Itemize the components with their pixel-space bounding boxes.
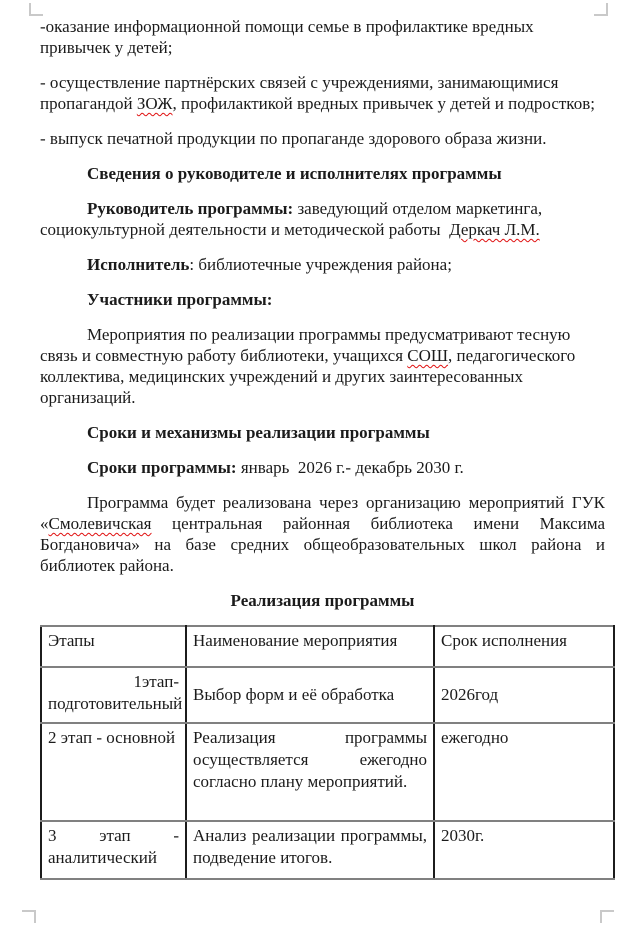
text-line xyxy=(40,128,605,149)
text-run: -оказание информационной помощи семье в профилактике вредных xyxy=(40,17,534,36)
text-run: библиотек района. xyxy=(40,556,174,575)
text-line xyxy=(40,37,605,58)
text-line xyxy=(193,825,427,847)
text-line xyxy=(40,254,605,275)
text-run: « xyxy=(40,514,49,533)
text-run: осуществляется ежегодно xyxy=(193,750,427,769)
text-line xyxy=(40,219,605,240)
text-boundary-mark-top-left xyxy=(29,3,43,16)
table-cell[interactable] xyxy=(434,723,614,821)
text-run: 2 этап - основной xyxy=(48,728,176,747)
text-line xyxy=(40,72,605,93)
text-run: согласно плану мероприятий. xyxy=(193,772,408,791)
text-line xyxy=(40,324,605,345)
text-run: Сведения о руководителе и исполнителях программы xyxy=(87,164,502,183)
text-line xyxy=(193,630,427,652)
table-header-cell[interactable] xyxy=(434,626,614,667)
text-run: Наименование мероприятия xyxy=(193,631,398,650)
table-cell[interactable] xyxy=(41,821,186,879)
table-header-cell[interactable] xyxy=(41,626,186,667)
text-line xyxy=(441,825,607,847)
table-cell[interactable] xyxy=(41,667,186,723)
text-line xyxy=(40,590,605,611)
text-run: Программа будет реализована через организацию мероприятий ГУК xyxy=(87,493,605,512)
text-run: Руководитель программы: xyxy=(87,199,294,218)
paragraph-info-help[interactable] xyxy=(40,16,605,58)
spellcheck-flagged-text: Деркач Л.М. xyxy=(449,220,540,239)
text-run: связь и совместную работу библиотеки, учащихся xyxy=(40,346,408,365)
text-line xyxy=(40,555,605,576)
table-body xyxy=(41,626,614,879)
text-run: 1этап- xyxy=(133,672,179,691)
text-run: коллектива, медицинских учреждений и других заинтересованных xyxy=(40,367,523,386)
heading-leader-info[interactable] xyxy=(40,163,605,184)
text-line xyxy=(40,422,605,443)
text-run: Участники программы: xyxy=(87,290,273,309)
text-line xyxy=(193,771,427,793)
text-run: привычек у детей; xyxy=(40,38,173,57)
text-line xyxy=(441,630,607,652)
text-run: 2026год xyxy=(441,685,499,704)
text-line xyxy=(40,366,605,387)
text-run: Реализация программы xyxy=(193,728,427,747)
text-run: центральная районная библиотека имени Максима xyxy=(151,514,605,533)
text-run: заведующий отделом маркетинга, xyxy=(293,199,543,218)
table-row xyxy=(41,821,614,879)
text-run: Анализ реализации программы, xyxy=(193,826,427,845)
text-run: подготовительный xyxy=(48,694,183,713)
table-cell[interactable] xyxy=(434,821,614,879)
heading-program-realization[interactable] xyxy=(40,590,605,611)
text-run: - выпуск печатной продукции по пропаганде здорового образа жизни. xyxy=(40,129,547,148)
paragraph-partner-links[interactable] xyxy=(40,72,605,114)
spellcheck-flagged-text: Смолевичская xyxy=(48,514,152,533)
text-line xyxy=(40,492,605,513)
table-cell[interactable] xyxy=(434,667,614,723)
text-run: Сроки и механизмы реализации программы xyxy=(87,423,430,442)
text-run: : библиотечные учреждения района; xyxy=(189,255,452,274)
paragraph-executor[interactable] xyxy=(40,254,605,275)
heading-terms-mechanisms[interactable] xyxy=(40,422,605,443)
text-run: Выбор форм и её обработка xyxy=(193,685,395,704)
text-line xyxy=(40,289,605,310)
text-line xyxy=(193,727,427,749)
text-run: 3 этап - xyxy=(48,826,179,845)
text-run: Этапы xyxy=(48,631,95,650)
spellcheck-flagged-text: ЗОЖ xyxy=(136,94,173,113)
paragraph-implementation[interactable] xyxy=(40,492,605,576)
text-run: аналитический xyxy=(48,848,157,867)
paragraph-participants-label[interactable] xyxy=(40,289,605,310)
text-boundary-mark-bottom-right xyxy=(600,910,614,923)
text-line xyxy=(441,727,607,749)
text-line xyxy=(40,457,605,478)
text-boundary-mark-bottom-left xyxy=(22,910,36,923)
table-row xyxy=(41,667,614,723)
paragraph-print-production[interactable] xyxy=(40,128,605,149)
text-line xyxy=(193,749,427,771)
text-line xyxy=(48,825,179,847)
text-line xyxy=(193,847,427,869)
text-run: Богдановича» на базе средних общеобразовательных школ района и xyxy=(40,535,605,554)
text-run: Срок исполнения xyxy=(441,631,568,650)
program-table xyxy=(40,625,615,880)
text-line xyxy=(40,534,605,555)
text-line xyxy=(40,163,605,184)
text-line xyxy=(40,513,605,534)
text-run: 2030г. xyxy=(441,826,485,845)
text-run: пропагандой xyxy=(40,94,137,113)
table-header-cell[interactable] xyxy=(186,626,434,667)
text-run: январь 2026 г.- декабрь 2030 г. xyxy=(236,458,464,477)
text-line xyxy=(48,693,183,715)
text-line xyxy=(40,16,605,37)
text-run: Реализация программы xyxy=(230,591,415,610)
text-line xyxy=(193,684,427,706)
text-boundary-mark-top-right xyxy=(594,3,608,16)
table-row xyxy=(41,723,614,821)
paragraph-program-dates[interactable] xyxy=(40,457,605,478)
table-cell[interactable] xyxy=(186,723,434,821)
table-header-row xyxy=(41,626,614,667)
text-line xyxy=(48,847,179,869)
text-line xyxy=(441,684,607,706)
text-line xyxy=(40,198,605,219)
text-line xyxy=(40,93,605,114)
text-run: , профилактикой вредных привычек у детей и подростков; xyxy=(172,94,595,113)
text-run: - осуществление партнёрских связей с учреждениями, занимающимися xyxy=(40,73,559,92)
text-run: , педагогического xyxy=(448,346,576,365)
table-cell[interactable] xyxy=(186,667,434,723)
text-line xyxy=(48,671,179,693)
text-run: ежегодно xyxy=(441,728,509,747)
text-run: организаций. xyxy=(40,388,136,407)
text-line xyxy=(48,630,179,652)
text-line xyxy=(40,387,605,408)
text-line xyxy=(40,345,605,366)
text-line xyxy=(48,727,179,749)
paragraph-participants-body[interactable] xyxy=(40,324,605,408)
text-run: Сроки программы: xyxy=(87,458,237,477)
table-cell[interactable] xyxy=(41,723,186,821)
text-run: подведение итогов. xyxy=(193,848,333,867)
paragraph-program-leader[interactable] xyxy=(40,198,605,240)
text-run: Исполнитель xyxy=(87,255,190,274)
spellcheck-flagged-text: СОШ xyxy=(407,346,449,365)
text-run: Мероприятия по реализации программы предусматривают тесную xyxy=(87,325,571,344)
text-run: социокультурной деятельности и методической работы xyxy=(40,220,450,239)
document-body[interactable] xyxy=(40,16,605,611)
table-cell[interactable] xyxy=(186,821,434,879)
